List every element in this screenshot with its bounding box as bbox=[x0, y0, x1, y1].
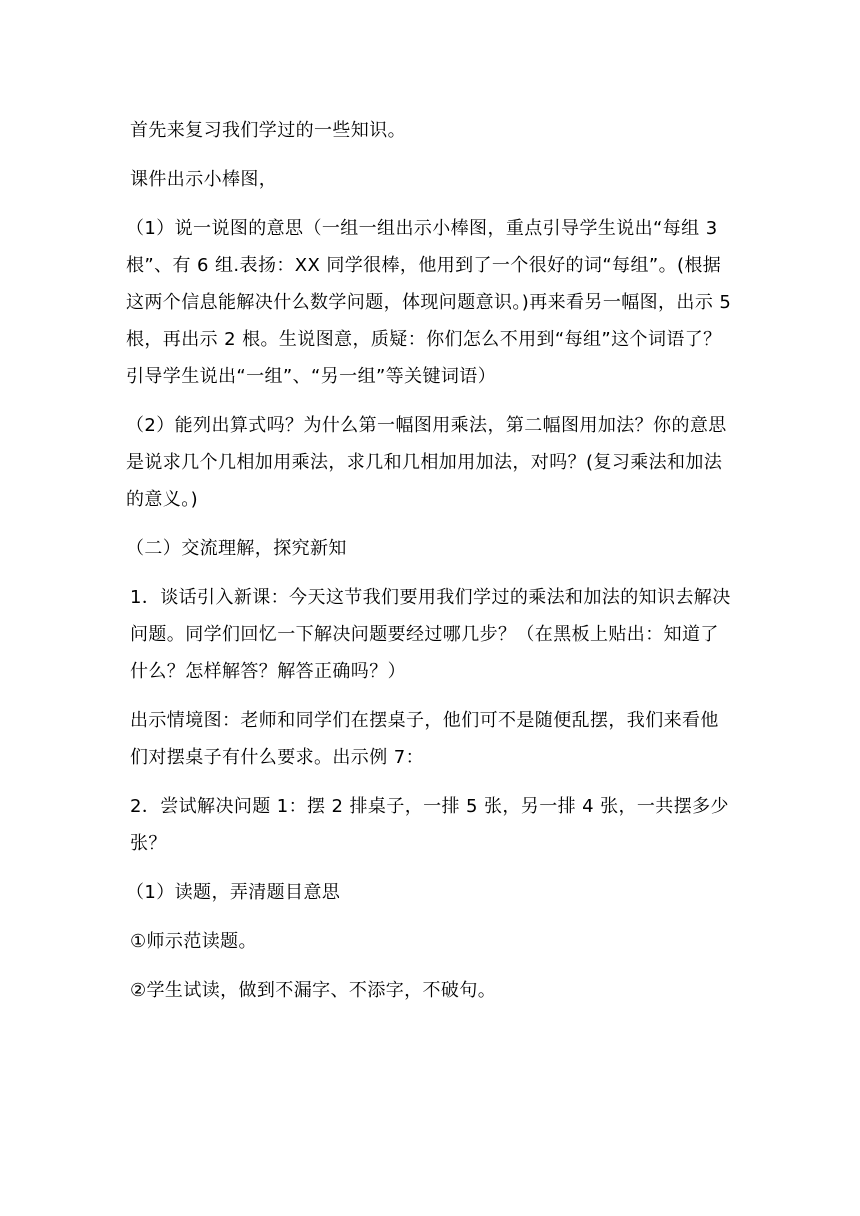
paragraph-teacher-reads: ①师示范读题。 bbox=[130, 931, 257, 952]
document-body bbox=[126, 112, 738, 1021]
paragraph-read-problem: （1）读题，弄清题目意思 bbox=[126, 882, 341, 903]
paragraph-step-2-formula: （2）能列出算式吗？为什么第一幅图用乘法，第二幅图用加法？你的意思是说求几个几相加用乘法，求几和几相加用加法，对吗？(复习乘法和加法的意义。) bbox=[126, 415, 727, 510]
section-heading-explore: （二）交流理解，探究新知 bbox=[126, 538, 347, 559]
paragraph-problem-1: 2．尝试解决问题 1：摆 2 排桌子，一排 5 张，另一排 4 张，一共摆多少张？ bbox=[130, 796, 729, 854]
paragraph-step-1-describe: （1）说一说图的意思（一组一组出示小棒图，重点引导学生说出“每组 3 根”、有 6 组.表扬：XX 同学很棒，他用到了一个很好的词“每组”。(根据这两个信息能解决什么数学问题，体现问题意识。)再来看另一幅图，出示 5 根，再出示 2 根。生说图意，质疑：你们怎么不用到“每组”这个词语了？引导学生说出“一组”、“另一组”等关键词语） bbox=[126, 218, 738, 387]
paragraph-students-read: ②学生试读，做到不漏字、不添字，不破句。 bbox=[130, 980, 497, 1001]
paragraph-review-intro: 首先来复习我们学过的一些知识。 bbox=[130, 120, 406, 141]
paragraph-courseware-sticks: 课件出示小棒图， bbox=[130, 169, 278, 190]
paragraph-new-lesson-intro: 1．谈话引入新课：今天这节我们要用我们学过的乘法和加法的知识去解决问题。同学们回忆一下解决问题要经过哪几步？（在黑板上贴出：知道了什么？怎样解答？解答正确吗？） bbox=[130, 587, 731, 682]
paragraph-situation-picture: 出示情境图：老师和同学们在摆桌子，他们可不是随便乱摆，我们来看他们对摆桌子有什么要求。出示例 7： bbox=[130, 710, 719, 768]
